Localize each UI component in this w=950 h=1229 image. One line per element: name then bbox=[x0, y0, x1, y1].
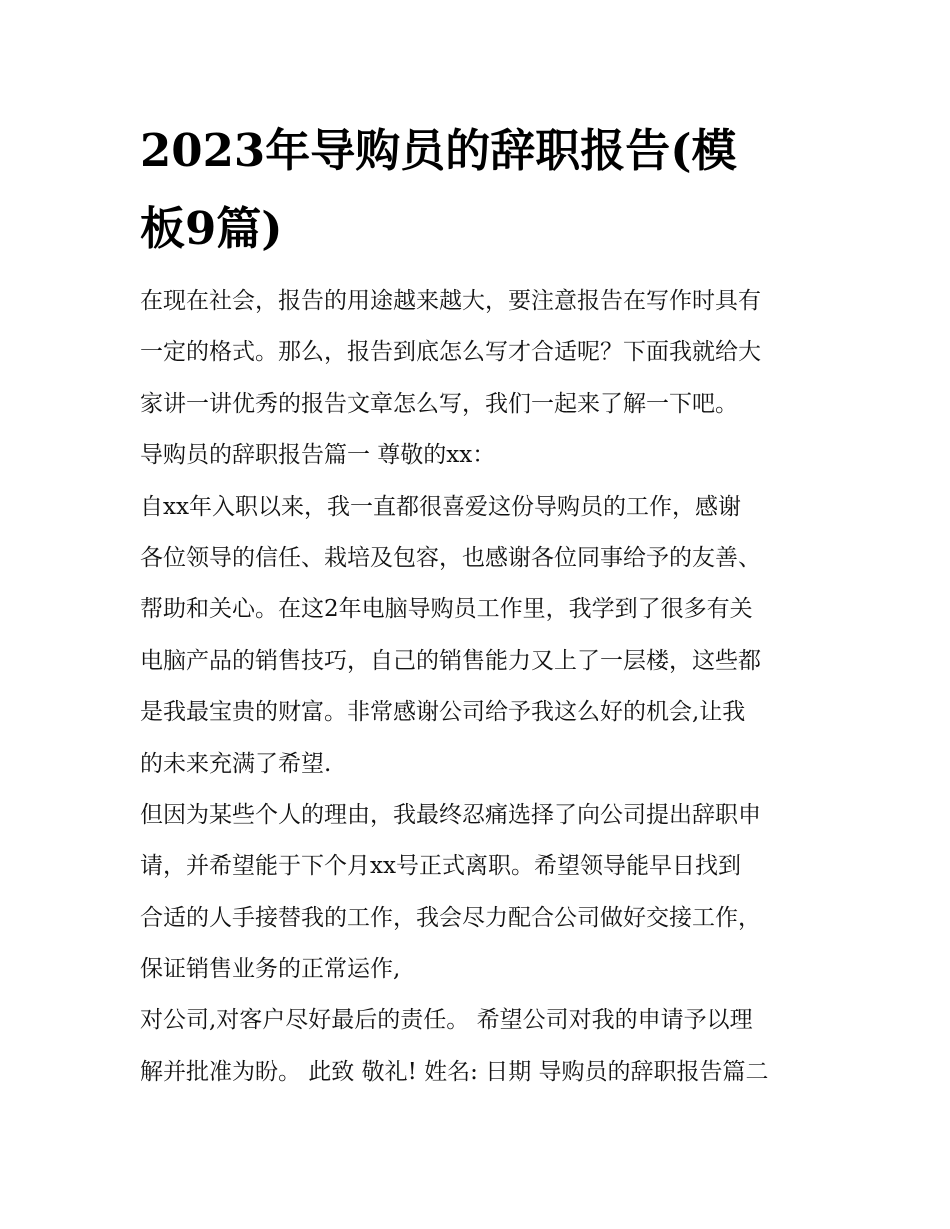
text-line: 一定的格式。那么，报告到底怎么写才合适呢？下面我就给大 bbox=[140, 339, 761, 366]
text-line: 的未来充满了希望. bbox=[140, 750, 332, 777]
section-heading-line: 导购员的辞职报告篇一 尊敬的xx： bbox=[140, 442, 496, 469]
text-line: 在现在社会，报告的用途越来越大，要注意报告在写作时具有 bbox=[140, 288, 761, 314]
text-line: 是我最宝贵的财富。非常感谢公司给予我这么好的机会,让我 bbox=[140, 699, 746, 726]
text-line: 解并批准为盼。 此致 敬礼! 姓名: 日期 导购员的辞职报告篇二 bbox=[140, 1058, 769, 1085]
text-line: 自xx年入职以来，我一直都很喜爱这份导购员的工作，感谢 bbox=[140, 493, 741, 520]
text-line: 各位领导的信任、栽培及包容，也感谢各位同事给予的友善、 bbox=[140, 544, 761, 571]
title-line: 板9篇) bbox=[140, 202, 283, 255]
document-body bbox=[140, 276, 820, 1098]
text-line: 合适的人手接替我的工作，我会尽力配合公司做好交接工作， bbox=[140, 904, 761, 931]
document-title bbox=[140, 112, 820, 268]
title-line: 2023年导购员的辞职报告(模 bbox=[140, 124, 737, 177]
text-line: 家讲一讲优秀的报告文章怎么写，我们一起来了解一下吧。 bbox=[140, 390, 738, 417]
text-line: 请，并希望能于下个月xx号正式离职。希望领导能早日找到 bbox=[140, 853, 741, 880]
text-line: 但因为某些个人的理由，我最终忍痛选择了向公司提出辞职申 bbox=[140, 801, 761, 828]
text-line: 保证销售业务的正常运作, bbox=[140, 956, 401, 983]
text-line: 对公司,对客户尽好最后的责任。 希望公司对我的申请予以理 bbox=[140, 1007, 753, 1034]
text-line: 电脑产品的销售技巧，自己的销售能力又上了一层楼，这些都 bbox=[140, 647, 761, 674]
text-line: 帮助和关心。在这2年电脑导购员工作里，我学到了很多有关 bbox=[140, 596, 753, 623]
